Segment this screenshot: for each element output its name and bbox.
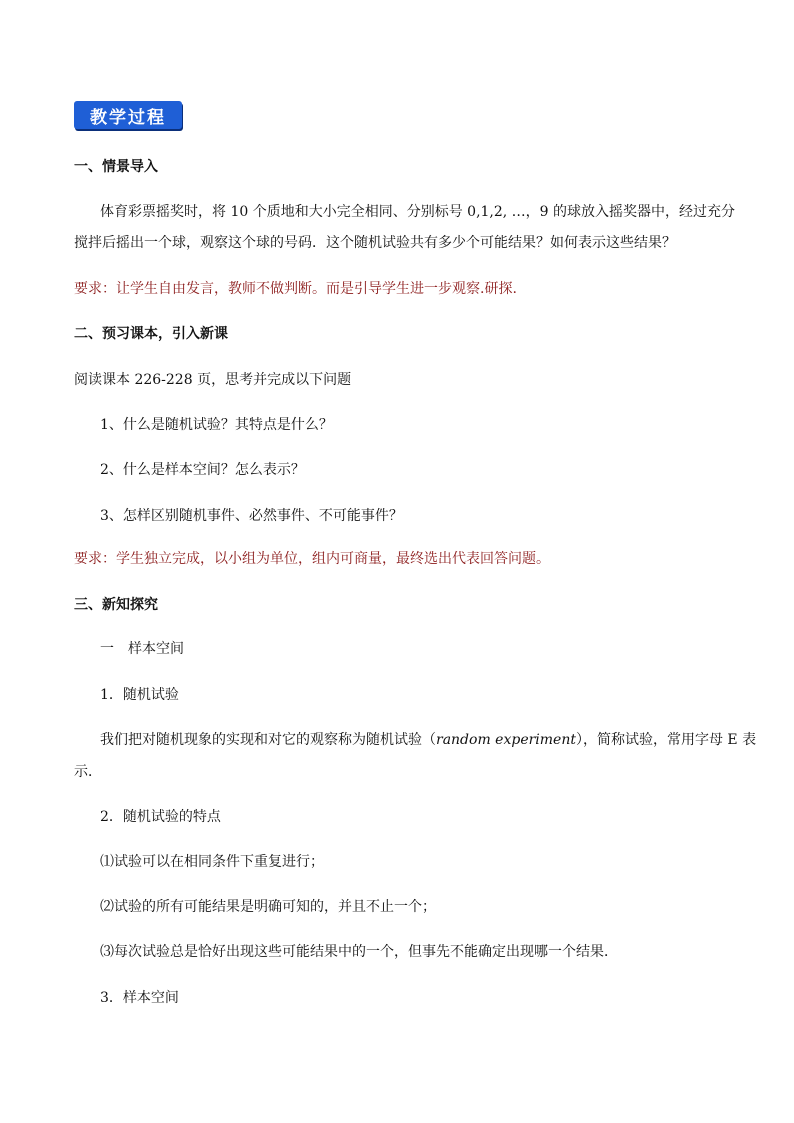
item-1-text-line-2: 示． [74,764,102,780]
feature-3: ⑶每次试验总是恰好出现这些可能结果中的一个，但事先不能确定出现哪一个结果． [100,944,618,960]
section-1-paragraph-line-1: 体育彩票摇奖时，将 10 个质地和大小完全相同、分别标号 0,1,2, …，9 的球放入摇奖器中，经过充分 [100,204,736,220]
question-1: 1、什么是随机试验？其特点是什么？ [100,417,333,433]
item-1-title: 1．随机试验 [100,687,179,703]
subsection-title: 一 样本空间 [100,641,184,657]
item-1-text-b: ），简称试验，常用字母 E 表 [575,732,757,748]
question-2: 2、什么是样本空间？怎么表示？ [100,462,305,478]
section-1-title: 一、情景导入 [74,159,158,175]
question-3: 3、怎样区别随机事件、必然事件、不可能事件？ [100,508,403,524]
feature-2: ⑵试验的所有可能结果是明确可知的，并且不止一个； [100,899,436,915]
section-2-requirement: 要求：学生独立完成，以小组为单位，组内可商量，最终选出代表回答问题。 [74,551,550,567]
item-3-title: 3．样本空间 [100,990,179,1006]
section-1-requirement: 要求：让学生自由发言，教师不做判断。而是引导学生进一步观察.研探. [74,281,517,297]
section-1-paragraph-line-2: 搅拌后摇出一个球，观察这个球的号码．这个随机试验共有多少个可能结果？如何表示这些结果？ [74,235,676,251]
item-2-title: 2．随机试验的特点 [100,809,221,825]
section-3-title: 三、新知探究 [74,597,158,613]
item-1-text-a: 我们把对随机现象的实现和对它的观察称为随机试验（ [100,732,436,748]
feature-1: ⑴试验可以在相同条件下重复进行； [100,854,324,870]
section-2-title: 二、预习课本，引入新课 [74,326,228,342]
term-random-experiment: random experiment [436,732,576,748]
section-badge: 教学过程 [74,101,182,129]
section-2-intro: 阅读课本 226-228 页，思考并完成以下问题 [74,372,352,388]
item-1-text-line-1 [100,730,756,750]
